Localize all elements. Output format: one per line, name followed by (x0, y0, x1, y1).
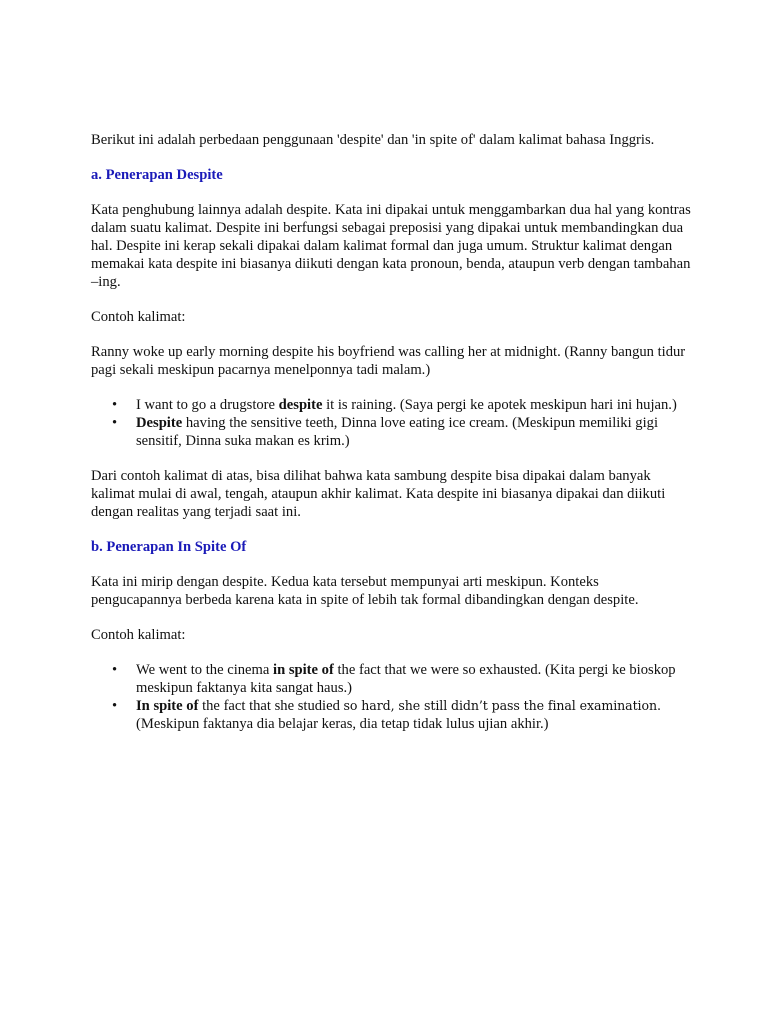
bullet-text-before: We went to the cinema (136, 662, 274, 678)
bullet-text-after: it is raining. (Saya pergi ke apotek meskipun hari ini hujan.) (322, 397, 677, 413)
bullet-icon: • (112, 397, 118, 413)
intro-paragraph: Berikut ini adalah perbedaan penggunaan 'despite' dan 'in spite of' dalam kalimat bahasa Inggris. (91, 132, 655, 148)
section-b-examples-label: Contoh kalimat: (91, 627, 186, 643)
section-a-examples-label: Contoh kalimat: (91, 309, 186, 325)
bullet-text-after: the fact that we were so exhausted. (Kita pergi ke bioskop meskipun faktanya kita sangat haus.) (136, 662, 676, 696)
bullet-keyword: in spite of (273, 662, 334, 678)
section-a-description: Kata penghubung lainnya adalah despite. Kata ini dipakai untuk menggambarkan dua hal yang kontras dalam suatu kalimat. Despite ini berfungsi sebagai preposisi yang dipakai untuk membandingkan dua hal. Despite ini kerap sekali dipakai dalam kalimat formal dan juga umum. Struktur kalimat dengan memakai kata despite ini biasanya diikuti dengan kata pronoun, benda, ataupun verb dengan tambahan –ing. (91, 202, 691, 290)
bullet-text-after: having the sensitive teeth, Dinna love eating ice cream. (Meskipun memiliki gigi sensitif, Dinna suka makan es krim.) (136, 415, 659, 449)
bullet-text-before: I want to go a drugstore (136, 397, 279, 413)
section-b-description: Kata ini mirip dengan despite. Kedua kata tersebut mempunyai arti meskipun. Konteks pengucapannya berbeda karena kata in spite of lebih tak formal dibandingkan dengan despite. (91, 574, 639, 608)
section-a-heading: a. Penerapan Despite (91, 167, 223, 183)
section-b-heading: b. Penerapan In Spite Of (91, 539, 247, 555)
section-a-example-sentence: Ranny woke up early morning despite his boyfriend was calling her at midnight. (Ranny bangun tidur pagi sekali meskipun pacarnya menelponnya tadi malam.) (91, 344, 686, 378)
bullet-keyword: In spite of (136, 698, 199, 714)
list-item (112, 697, 691, 733)
section-a-bullet-list (91, 396, 691, 450)
section-a-conclusion: Dari contoh kalimat di atas, bisa dilihat bahwa kata sambung despite bisa dipakai dalam banyak kalimat mulai di awal, tengah, ataupun akhir kalimat. Kata despite ini biasanya dipakai dan diikuti dengan realitas yang terjadi saat ini. (91, 468, 666, 520)
bullet-keyword: despite (278, 397, 323, 413)
bullet-keyword: Despite (136, 415, 183, 431)
list-item (112, 396, 691, 414)
bullet-text-alt-font: so hard, she still didn’t pass the final examination. (343, 698, 661, 713)
bullet-text-middle: the fact that she studied (198, 698, 344, 714)
bullet-icon: • (112, 662, 118, 678)
list-item (112, 661, 691, 697)
document-page (91, 131, 691, 750)
bullet-text-after: (Meskipun faktanya dia belajar keras, dia tetap tidak lulus ujian akhir.) (136, 716, 549, 732)
list-item (112, 414, 691, 450)
bullet-icon: • (112, 415, 118, 431)
section-b-bullet-list (91, 661, 691, 733)
bullet-icon: • (112, 698, 118, 714)
